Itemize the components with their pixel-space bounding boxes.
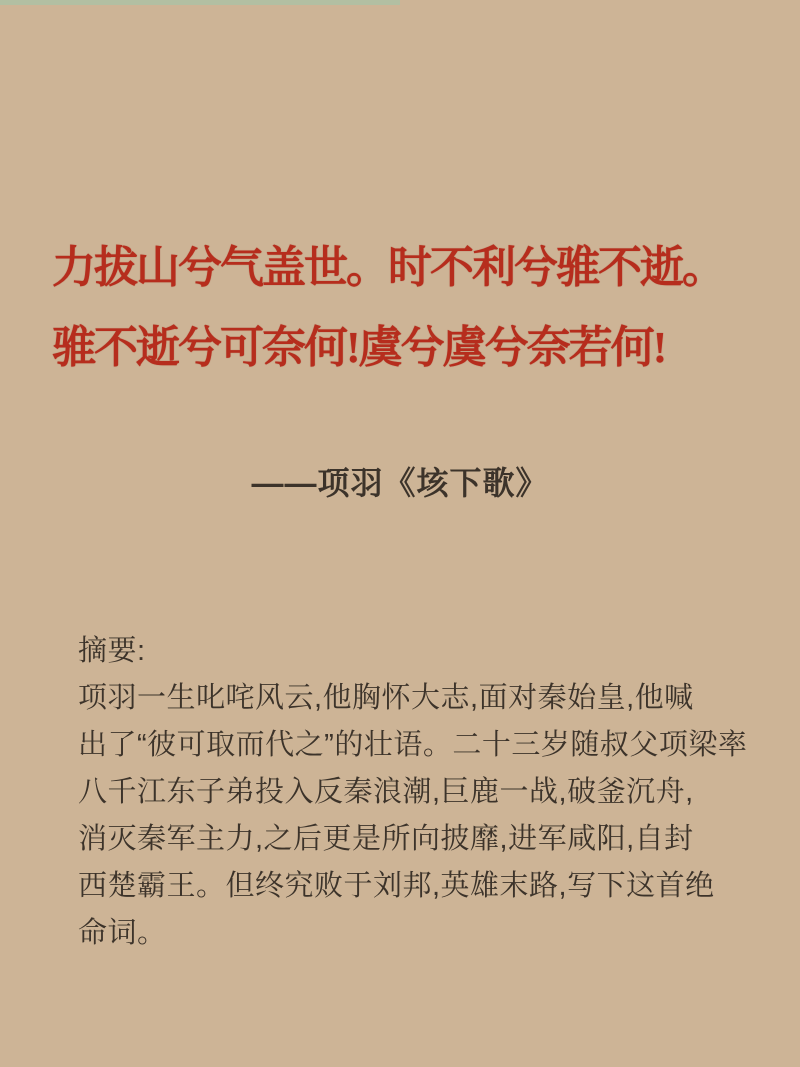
abstract-line: 命词。 (78, 917, 167, 949)
abstract-line: 西楚霸王。但终究败于刘邦,英雄末路,写下这首绝 (78, 870, 715, 902)
poem-line-2: 骓不逝兮可奈何!虞兮虞兮奈若何! (52, 323, 666, 372)
poem-block (52, 228, 764, 388)
abstract-line: 项羽一生叱咤风云,他胸怀大志,面对秦始皇,他喊 (78, 682, 694, 714)
top-accent-strip (0, 0, 400, 5)
abstract-line: 出了“彼可取而代之”的壮语。二十三岁随叔父项梁率 (78, 729, 748, 761)
poem-line-1: 力拔山兮气盖世。时不利兮骓不逝。 (52, 243, 724, 292)
poem-attribution: ——项羽《垓下歌》 (251, 465, 549, 501)
abstract-label: 摘要: (78, 635, 146, 667)
abstract-line: 八千江东子弟投入反秦浪潮,巨鹿一战,破釜沉舟, (78, 776, 694, 808)
abstract-block (78, 628, 748, 957)
abstract-line: 消灭秦军主力,之后更是所向披靡,进军咸阳,自封 (78, 823, 694, 855)
